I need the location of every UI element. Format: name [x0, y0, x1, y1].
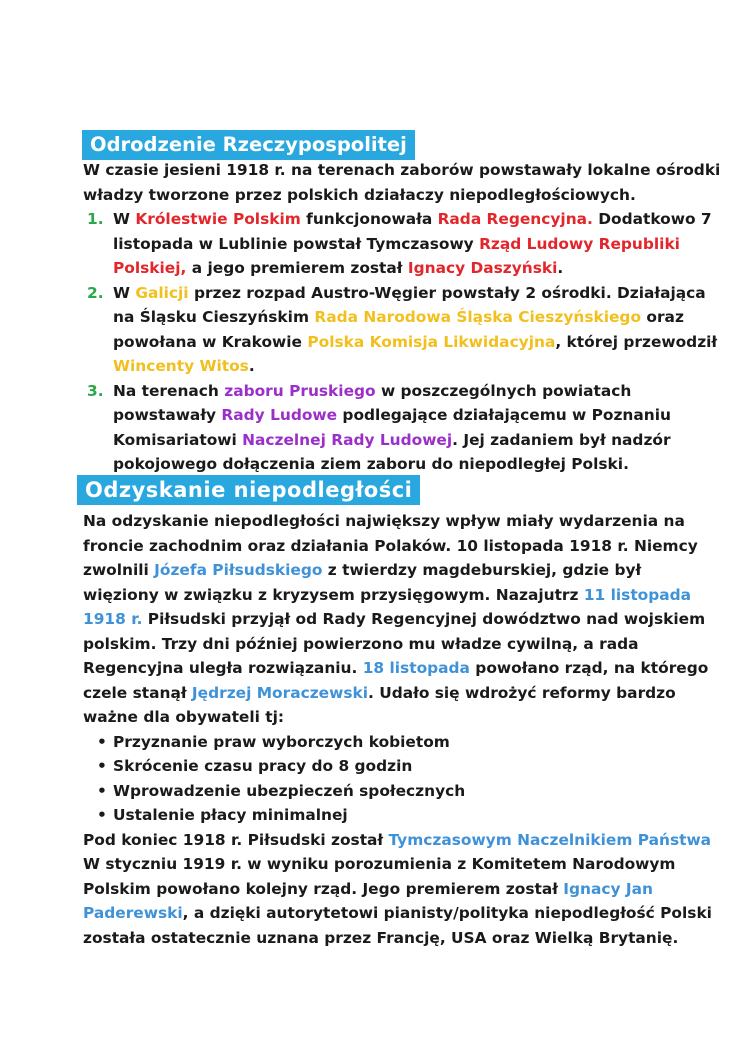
text-segment: , a dzięki autorytetowi pianisty/polityka niepodległość Polski — [182, 904, 712, 922]
bullet-dot-icon: • — [97, 732, 107, 751]
text-segment: z twierdzy magdeburskiej, gdzie był — [322, 561, 642, 579]
highlighted-term: zaboru Pruskiego — [224, 381, 376, 400]
highlighted-term: Naczelnej Rady Ludowej — [242, 430, 453, 449]
bullet-text: Skrócenie czasu pracy do 8 godzin — [113, 757, 413, 775]
highlighted-term: 1918 r. — [83, 610, 143, 628]
text-line — [83, 632, 712, 657]
text-segment: listopada w Lublinie powstał Tymczasowy — [113, 234, 480, 253]
text-line — [113, 452, 720, 477]
text-line: W czasie jesieni 1918 r. na terenach zaborów powstawały lokalne ośrodki — [83, 161, 721, 179]
text-segment: Dodatkowo 7 — [592, 210, 712, 228]
text-line — [83, 877, 712, 902]
text-line — [113, 305, 720, 330]
text-segment: polskim. Trzy dni później powierzono mu władze cywilną, a rada — [83, 634, 639, 653]
text-line — [83, 656, 712, 681]
bullet-text: Wprowadzenie ubezpieczeń społecznych — [113, 781, 466, 800]
section-heading-odzyskanie: Odzyskanie niepodległości — [77, 475, 420, 505]
text-line — [83, 509, 712, 534]
bullet-dot-icon: • — [97, 806, 107, 824]
text-line — [113, 256, 720, 281]
highlighted-term: Ignacy Jan — [563, 879, 653, 898]
text-segment: powołano rząd, na którego — [469, 659, 709, 677]
section-odzyskanie-paragraph — [83, 509, 712, 730]
highlighted-term: Rząd Ludowy Republiki — [479, 234, 680, 253]
bullet-dot-icon: • — [97, 757, 107, 775]
text-segment: zwolnili — [83, 561, 155, 579]
text-segment: podlegające działającemu w Poznaniu — [337, 406, 671, 424]
text-segment: froncie zachodnim oraz działania Polaków. 10 listopada 1918 r. Niemcy — [83, 536, 698, 555]
text-line — [83, 534, 712, 559]
text-line — [83, 607, 712, 632]
text-line — [113, 232, 720, 257]
text-segment: została ostatecznie uznana przez Francję, USA oraz Wielką Brytanię. — [83, 928, 679, 947]
highlighted-term: Królestwie Polskim — [135, 210, 301, 228]
text-segment: Regencyjna uległa rozwiązaniu. — [83, 659, 363, 677]
text-segment: oraz — [641, 308, 684, 326]
numbered-list-item — [83, 207, 720, 281]
text-line — [113, 403, 720, 428]
text-segment: powstawały — [113, 406, 222, 424]
text-segment: . — [248, 357, 255, 375]
text-segment: ważne dla obywateli tj: — [83, 708, 285, 726]
text-segment: Na odzyskanie niepodległości największy wpływ miały wydarzenia na — [83, 512, 685, 530]
text-segment: Polskim powołano kolejny rząd. Jego premierem został — [83, 879, 564, 898]
text-segment: a jego premierem został — [186, 259, 408, 277]
bullet-item — [83, 803, 712, 828]
highlighted-term: Polskiej, — [113, 259, 187, 277]
text-line — [113, 281, 720, 306]
highlighted-term: Wincenty Witos — [113, 357, 249, 375]
bullet-item — [83, 779, 712, 804]
text-segment: W — [113, 283, 136, 302]
section-odrodzenie-body — [83, 158, 720, 477]
section-odzyskanie-body — [83, 509, 712, 950]
text-segment: . Jej zadaniem był nadzór — [452, 430, 671, 449]
numbered-list-item — [83, 281, 720, 379]
text-segment: na Śląsku Cieszyńskim — [113, 308, 315, 326]
text-line — [83, 583, 712, 608]
text-segment: , której przewodził — [555, 332, 718, 351]
text-line — [83, 681, 712, 706]
text-segment: W styczniu 1919 r. w wyniku porozumienia z Komitetem Narodowym — [83, 855, 676, 873]
bullet-text: Przyznanie praw wyborczych kobietom — [113, 732, 450, 751]
bullet-item — [83, 754, 712, 779]
text-line — [113, 428, 720, 453]
text-segment: W — [113, 210, 136, 228]
text-segment: pokojowego dołączenia ziem zaboru do niepodległej Polski. — [113, 455, 629, 473]
text-segment: Na terenach — [113, 381, 225, 400]
section-heading-odrodzenie: Odrodzenie Rzeczypospolitej — [82, 130, 415, 160]
list-number: 2. — [87, 283, 104, 302]
text-segment: przez rozpad Austro-Węgier powstały 2 ośrodki. Działająca — [188, 283, 706, 302]
text-segment: czele stanął — [83, 683, 192, 702]
text-segment: Komisariatowi — [113, 430, 243, 449]
text-line — [83, 926, 712, 951]
highlighted-term: Rada Narodowa Śląska Cieszyńskiego — [314, 308, 642, 326]
text-line — [83, 558, 712, 583]
text-line — [83, 828, 712, 853]
highlighted-term: Ignacy Daszyński — [407, 259, 558, 277]
bullet-dot-icon: • — [97, 781, 107, 800]
highlighted-term: Tymczasowym Naczelnikiem Państwa — [388, 830, 712, 849]
text-segment: funkcjonowała — [300, 210, 438, 228]
highlighted-term: Polska Komisja Likwidacyjna — [307, 332, 556, 351]
text-line: władzy tworzone przez polskich działaczy niepodległościowych. — [83, 185, 636, 204]
text-segment: . — [557, 259, 564, 277]
text-line — [113, 354, 720, 379]
text-line — [83, 901, 712, 926]
numbered-list-item — [83, 379, 720, 477]
highlighted-term: 18 listopada — [362, 659, 470, 677]
text-line — [83, 852, 712, 877]
list-number: 3. — [87, 381, 104, 400]
highlighted-term: Jędrzej Moraczewski — [191, 683, 368, 702]
text-segment: Piłsudski przyjął od Rady Regencyjnej dowództwo nad wojskiem — [142, 610, 706, 628]
section-odzyskanie-closing — [83, 828, 712, 951]
highlighted-term: Rady Ludowe — [221, 406, 338, 424]
text-segment: powołana w Krakowie — [113, 332, 308, 351]
bullet-list — [83, 730, 712, 828]
highlighted-term: Rada Regencyjna. — [437, 210, 593, 228]
bullet-text: Ustalenie płacy minimalnej — [113, 806, 348, 824]
text-line — [113, 330, 720, 355]
highlighted-term: Galicji — [135, 283, 189, 302]
bullet-item — [83, 730, 712, 755]
text-segment: . Udało się wdrożyć reformy bardzo — [368, 683, 676, 702]
highlighted-term: Józefa Piłsudskiego — [154, 561, 323, 579]
text-line — [113, 379, 720, 404]
text-line — [113, 207, 720, 232]
list-number: 1. — [87, 210, 104, 228]
highlighted-term: 11 listopada — [583, 585, 692, 604]
text-segment: w poszczególnych powiatach — [375, 381, 632, 400]
text-segment: więziony w związku z kryzysem przysięgowym. Nazajutrz — [83, 585, 584, 604]
text-segment: Pod koniec 1918 r. Piłsudski został — [83, 830, 389, 849]
section-odrodzenie-intro — [83, 158, 720, 207]
highlighted-term: Paderewski — [83, 904, 183, 922]
text-line — [83, 705, 712, 730]
numbered-list — [83, 207, 720, 477]
